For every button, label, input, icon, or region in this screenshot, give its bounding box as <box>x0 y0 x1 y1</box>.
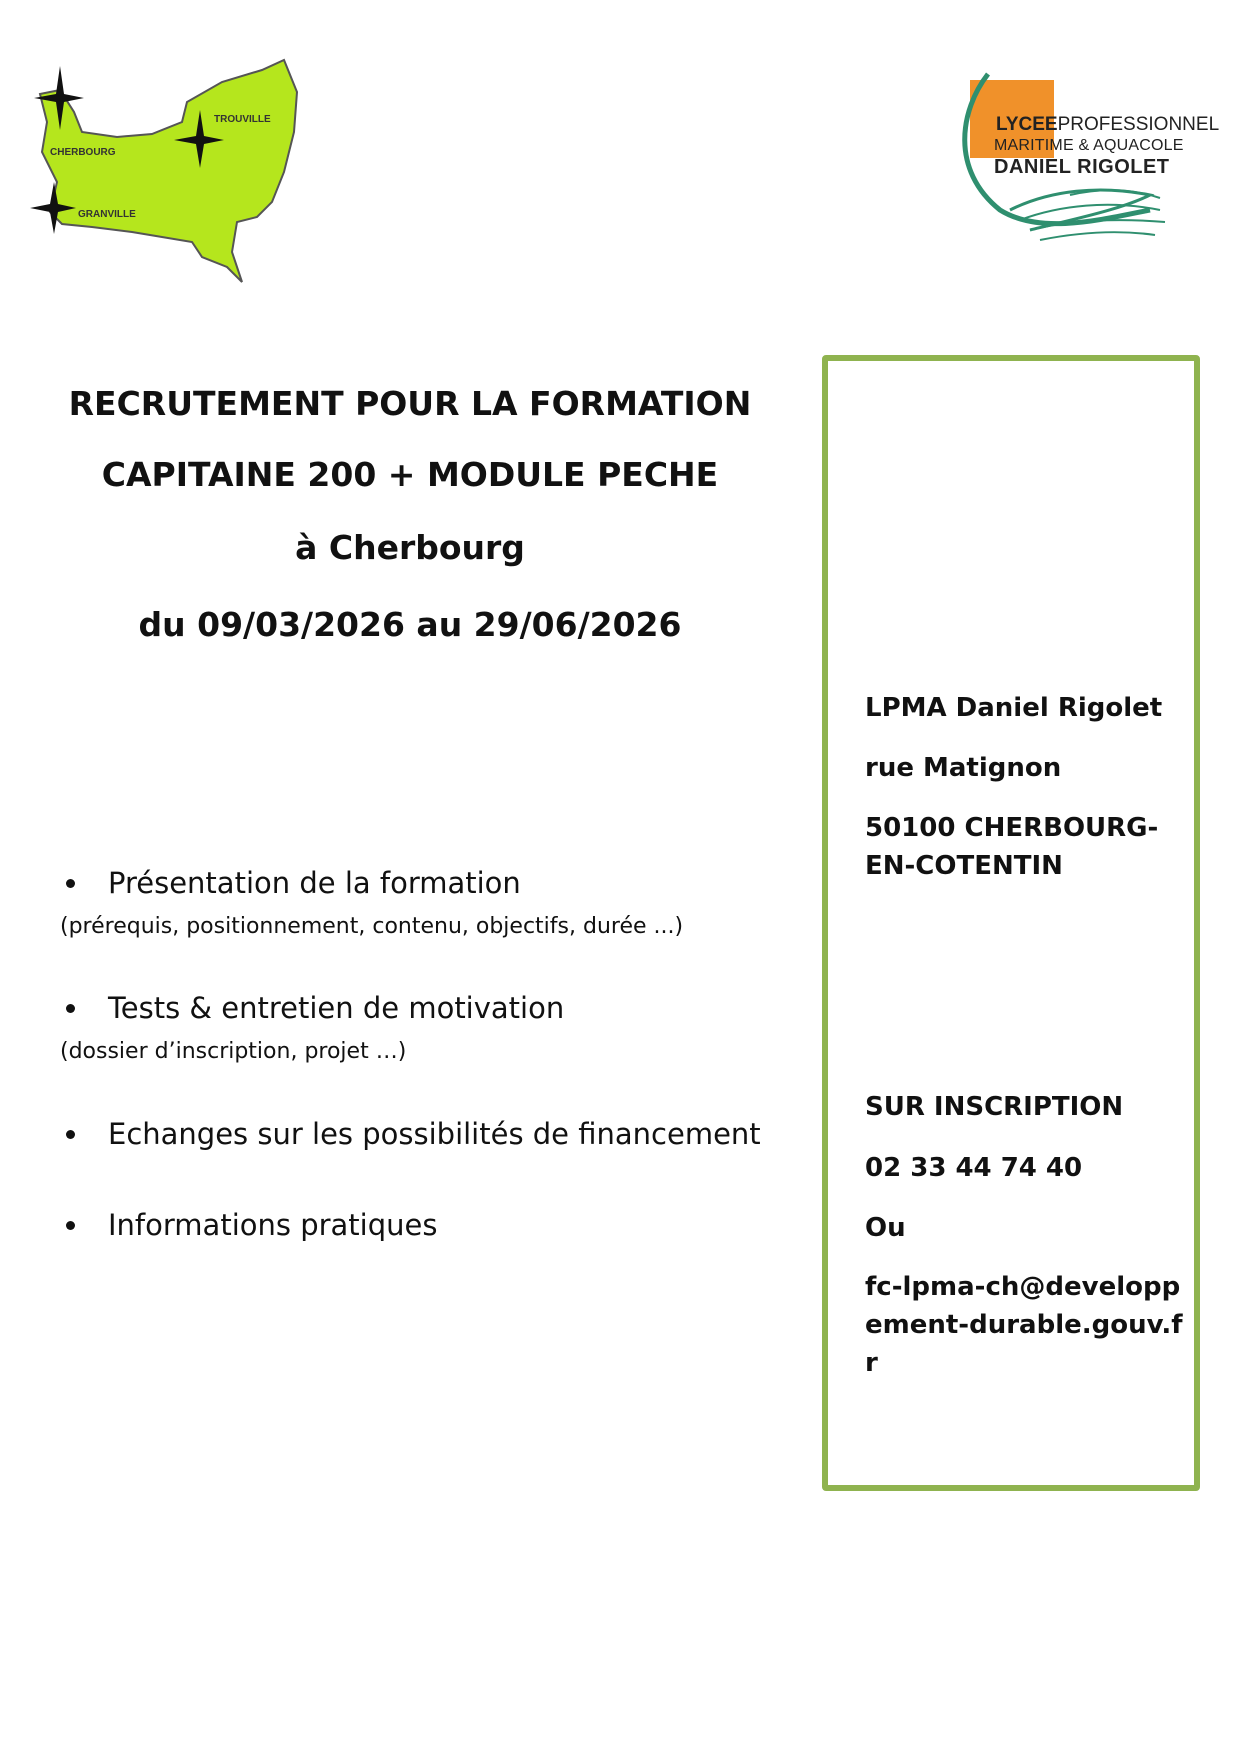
program-label: Echanges sur les possibilités de financement <box>108 1117 761 1151</box>
title-line-2: CAPITAINE 200 + MODULE PECHE <box>101 455 719 494</box>
address-street: rue Matignon <box>865 753 1062 783</box>
logo-line3: DANIEL RIGOLET <box>994 156 1170 178</box>
address-school: LPMA Daniel Rigolet <box>865 693 1163 723</box>
bullet-icon <box>66 1004 75 1013</box>
program-item <box>60 866 683 939</box>
program-item <box>60 1117 761 1151</box>
phone-number[interactable]: 02 33 44 74 40 <box>865 1153 1083 1183</box>
program-label: Informations pratiques <box>108 1208 438 1242</box>
program-detail: (prérequis, positionnement, contenu, objectifs, durée ...) <box>60 914 684 939</box>
title-dates: du 09/03/2026 au 29/06/2026 <box>138 605 682 644</box>
or-label: Ou <box>865 1213 906 1243</box>
bullet-icon <box>66 879 75 888</box>
title-line-1: RECRUTEMENT POUR LA FORMATION <box>68 384 752 423</box>
bullet-icon <box>66 1130 75 1139</box>
program-label: Présentation de la formation <box>108 866 521 900</box>
registration-title: SUR INSCRIPTION <box>865 1092 1124 1122</box>
bullet-icon <box>66 1221 75 1230</box>
program-detail: (dossier d’inscription, projet …) <box>60 1039 407 1064</box>
normandy-region-shape <box>40 60 297 282</box>
program-item <box>60 991 564 1064</box>
city-label-cherbourg: CHERBOURG <box>50 147 116 158</box>
logo-line1: LYCEEPROFESSIONNEL <box>996 114 1220 135</box>
school-logo <box>950 70 1220 270</box>
city-label-granville: GRANVILLE <box>78 209 136 220</box>
email-link[interactable]: fc-lpma-ch@developpement-durable.gouv.fr <box>865 1272 1183 1378</box>
city-label-trouville: TROUVILLE <box>214 114 271 125</box>
logo-line2: MARITIME & AQUACOLE <box>994 137 1184 154</box>
normandy-map <box>22 52 342 302</box>
title-line-3: à Cherbourg <box>295 528 525 567</box>
program-item <box>60 1208 437 1242</box>
address-city: 50100 CHERBOURG-EN-COTENTIN <box>865 813 1159 881</box>
program-label: Tests & entretien de motivation <box>108 991 565 1025</box>
